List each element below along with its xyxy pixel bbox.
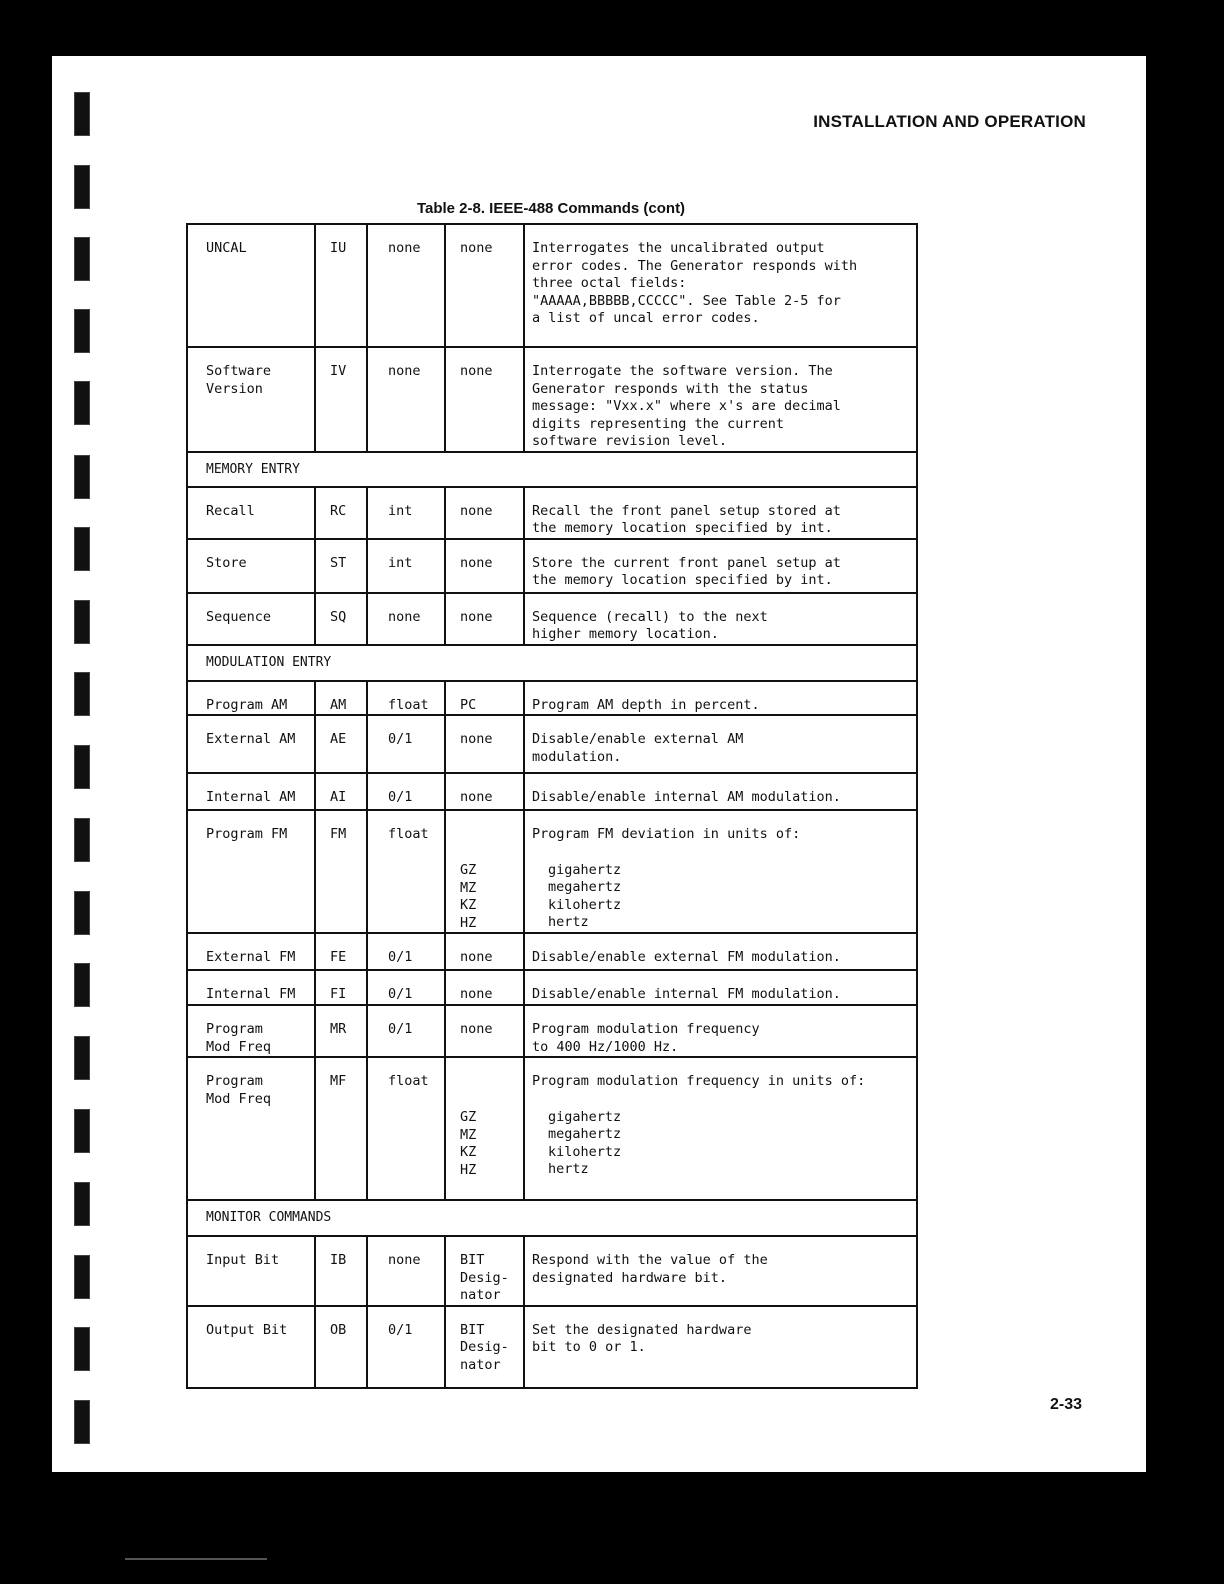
command-argument: int: [388, 502, 413, 519]
table-row: [187, 715, 917, 773]
command-argument: none: [388, 608, 421, 625]
command-mnemonic: AM: [330, 696, 347, 713]
page-number: 2-33: [1049, 1396, 1082, 1413]
command-name: External AM: [206, 731, 296, 747]
table-row: [187, 970, 917, 1005]
table-row: [187, 1306, 917, 1388]
command-name: Output Bit: [206, 1321, 288, 1338]
command-argument: 0/1: [388, 1021, 413, 1037]
table-section-row: [187, 1200, 917, 1236]
command-description: Disable/enable external FM modulation.: [532, 949, 841, 965]
units-intro: Program FM deviation in units of:: [532, 826, 801, 842]
unit-label: megahertz: [548, 1126, 622, 1142]
table-row: [187, 224, 917, 347]
document-page: [52, 56, 1146, 1472]
unit-code: KZ: [460, 1144, 477, 1160]
table-row: [187, 810, 917, 933]
unit-label: hertz: [548, 1161, 589, 1177]
section-header: INSTALLATION AND OPERATION: [813, 112, 1086, 131]
binder-mark: [74, 1400, 90, 1444]
command-units: none: [460, 502, 493, 519]
table-section-row: [187, 452, 917, 487]
command-argument: int: [388, 554, 413, 571]
command-description: Set the designated hardware bit to 0 or 1.: [532, 1321, 752, 1355]
command-name: Program AM: [206, 696, 288, 713]
command-mnemonic: SQ: [330, 608, 347, 625]
unit-code: GZ: [460, 1109, 477, 1125]
binder-mark: [74, 891, 90, 935]
command-mnemonic: OB: [330, 1321, 347, 1338]
table-row: [187, 347, 917, 452]
command-name: Recall: [206, 502, 255, 519]
binder-mark: [74, 165, 90, 209]
command-name: UNCAL: [206, 240, 247, 256]
binder-mark: [74, 1327, 90, 1371]
command-description: Respond with the value of the designated hardware bit.: [532, 1252, 768, 1286]
command-description: Disable/enable external AM modulation.: [532, 731, 744, 765]
unit-code: HZ: [460, 914, 477, 931]
command-argument: none: [388, 240, 421, 256]
command-units: none: [460, 731, 493, 747]
binder-mark: [74, 963, 90, 1007]
command-argument: 0/1: [388, 949, 413, 965]
command-description: Interrogate the software version. The Generator responds with the status message: "Vxx.x" where x's are decimal digits representing the current software revision level.: [532, 363, 841, 449]
table-row: [187, 1057, 917, 1200]
command-units: BIT Desig- nator: [460, 1321, 509, 1373]
command-mnemonic: FM: [330, 826, 347, 842]
binder-mark: [74, 527, 90, 571]
command-mnemonic: IV: [330, 363, 347, 379]
command-mnemonic: MF: [330, 1073, 347, 1089]
command-name: Software Version: [206, 363, 272, 397]
unit-code: KZ: [460, 897, 477, 913]
command-units: none: [460, 240, 493, 256]
command-units: none: [460, 363, 493, 379]
command-mnemonic: FI: [330, 986, 347, 1002]
command-mnemonic: ST: [330, 554, 347, 571]
units-intro: Program modulation frequency in units of:: [532, 1073, 866, 1089]
command-mnemonic: IB: [330, 1252, 347, 1268]
command-name: Store: [206, 554, 247, 571]
command-argument: float: [388, 1073, 429, 1089]
binder-mark: [74, 92, 90, 136]
unit-label: kilohertz: [548, 1143, 622, 1160]
command-description: Disable/enable internal AM modulation.: [532, 789, 841, 805]
command-argument: float: [388, 826, 429, 842]
command-description: Recall the front panel setup stored at the memory location specified by int.: [532, 502, 841, 536]
command-units: none: [460, 986, 493, 1002]
command-name: Input Bit: [206, 1252, 280, 1268]
command-argument: 0/1: [388, 789, 413, 805]
command-units: none: [460, 949, 493, 965]
command-description: Store the current front panel setup at the memory location specified by int.: [532, 554, 841, 588]
unit-label: hertz: [548, 914, 589, 930]
command-mnemonic: AI: [330, 789, 347, 805]
binder-mark: [74, 600, 90, 644]
table-row: [187, 933, 917, 970]
section-label: MEMORY ENTRY: [187, 452, 917, 487]
command-mnemonic: FE: [330, 949, 347, 965]
command-units: [446, 811, 523, 932]
command-description: [525, 811, 916, 932]
command-description: [525, 1058, 916, 1179]
section-label: MONITOR COMMANDS: [187, 1200, 917, 1236]
unit-code: MZ: [460, 1126, 477, 1143]
command-mnemonic: AE: [330, 731, 347, 747]
binder-mark: [74, 672, 90, 716]
command-units: none: [460, 554, 493, 571]
binder-mark: [74, 381, 90, 425]
command-argument: 0/1: [388, 731, 413, 747]
table-row: [187, 539, 917, 593]
command-name: Internal FM: [206, 986, 296, 1002]
command-description: Sequence (recall) to the next higher memory location.: [532, 608, 768, 642]
command-name: External FM: [206, 949, 296, 965]
command-argument: float: [388, 696, 429, 713]
command-argument: none: [388, 363, 421, 379]
command-name: Internal AM: [206, 789, 296, 805]
binder-mark: [74, 309, 90, 353]
command-description: Program modulation frequency to 400 Hz/1000 Hz.: [532, 1021, 760, 1055]
command-mnemonic: MR: [330, 1021, 347, 1037]
table-row: [187, 1236, 917, 1306]
unit-label: gigahertz: [548, 861, 622, 878]
binder-mark: [74, 745, 90, 789]
table-caption: Table 2-8. IEEE-488 Commands (cont): [416, 200, 686, 217]
binder-mark: [74, 1109, 90, 1153]
command-units: none: [460, 608, 493, 625]
commands-table: [186, 223, 918, 1389]
command-argument: none: [388, 1252, 421, 1268]
unit-code: HZ: [460, 1161, 477, 1178]
table-row: [187, 681, 917, 716]
command-name: Sequence: [206, 608, 272, 625]
command-units: none: [460, 789, 493, 805]
command-description: Program AM depth in percent.: [532, 696, 760, 713]
command-mnemonic: IU: [330, 240, 347, 256]
command-description: Interrogates the uncalibrated output error codes. The Generator responds with three octal fields: "AAAAA,BBBBB,CCCCC". See Table 2-5 for a list of uncal error codes.: [532, 240, 858, 326]
binder-mark: [74, 455, 90, 499]
unit-code: MZ: [460, 879, 477, 896]
command-units: [446, 1058, 523, 1179]
unit-label: megahertz: [548, 879, 622, 895]
table-row: [187, 593, 917, 645]
scan-artifact-line: [125, 1558, 267, 1560]
binder-mark: [74, 1255, 90, 1299]
section-label: MODULATION ENTRY: [187, 645, 917, 681]
binder-hole-marks: [0, 0, 52, 1584]
table-row: [187, 1005, 917, 1057]
binder-mark: [74, 818, 90, 862]
command-units: PC: [460, 696, 477, 713]
binder-mark: [74, 1182, 90, 1226]
command-description: Disable/enable internal FM modulation.: [532, 986, 841, 1002]
command-name: Program Mod Freq: [206, 1073, 272, 1107]
unit-code: GZ: [460, 862, 477, 878]
command-argument: 0/1: [388, 1321, 413, 1338]
table-row: [187, 773, 917, 810]
binder-mark: [74, 237, 90, 281]
command-name: Program FM: [206, 826, 288, 842]
command-units: none: [460, 1021, 493, 1037]
command-argument: 0/1: [388, 986, 413, 1002]
command-mnemonic: RC: [330, 502, 347, 519]
command-units: BIT Desig- nator: [460, 1252, 509, 1303]
command-name: Program Mod Freq: [206, 1021, 272, 1055]
unit-label: gigahertz: [548, 1108, 622, 1125]
table-section-row: [187, 645, 917, 681]
binder-mark: [74, 1036, 90, 1080]
table-row: [187, 487, 917, 539]
unit-label: kilohertz: [548, 896, 622, 913]
